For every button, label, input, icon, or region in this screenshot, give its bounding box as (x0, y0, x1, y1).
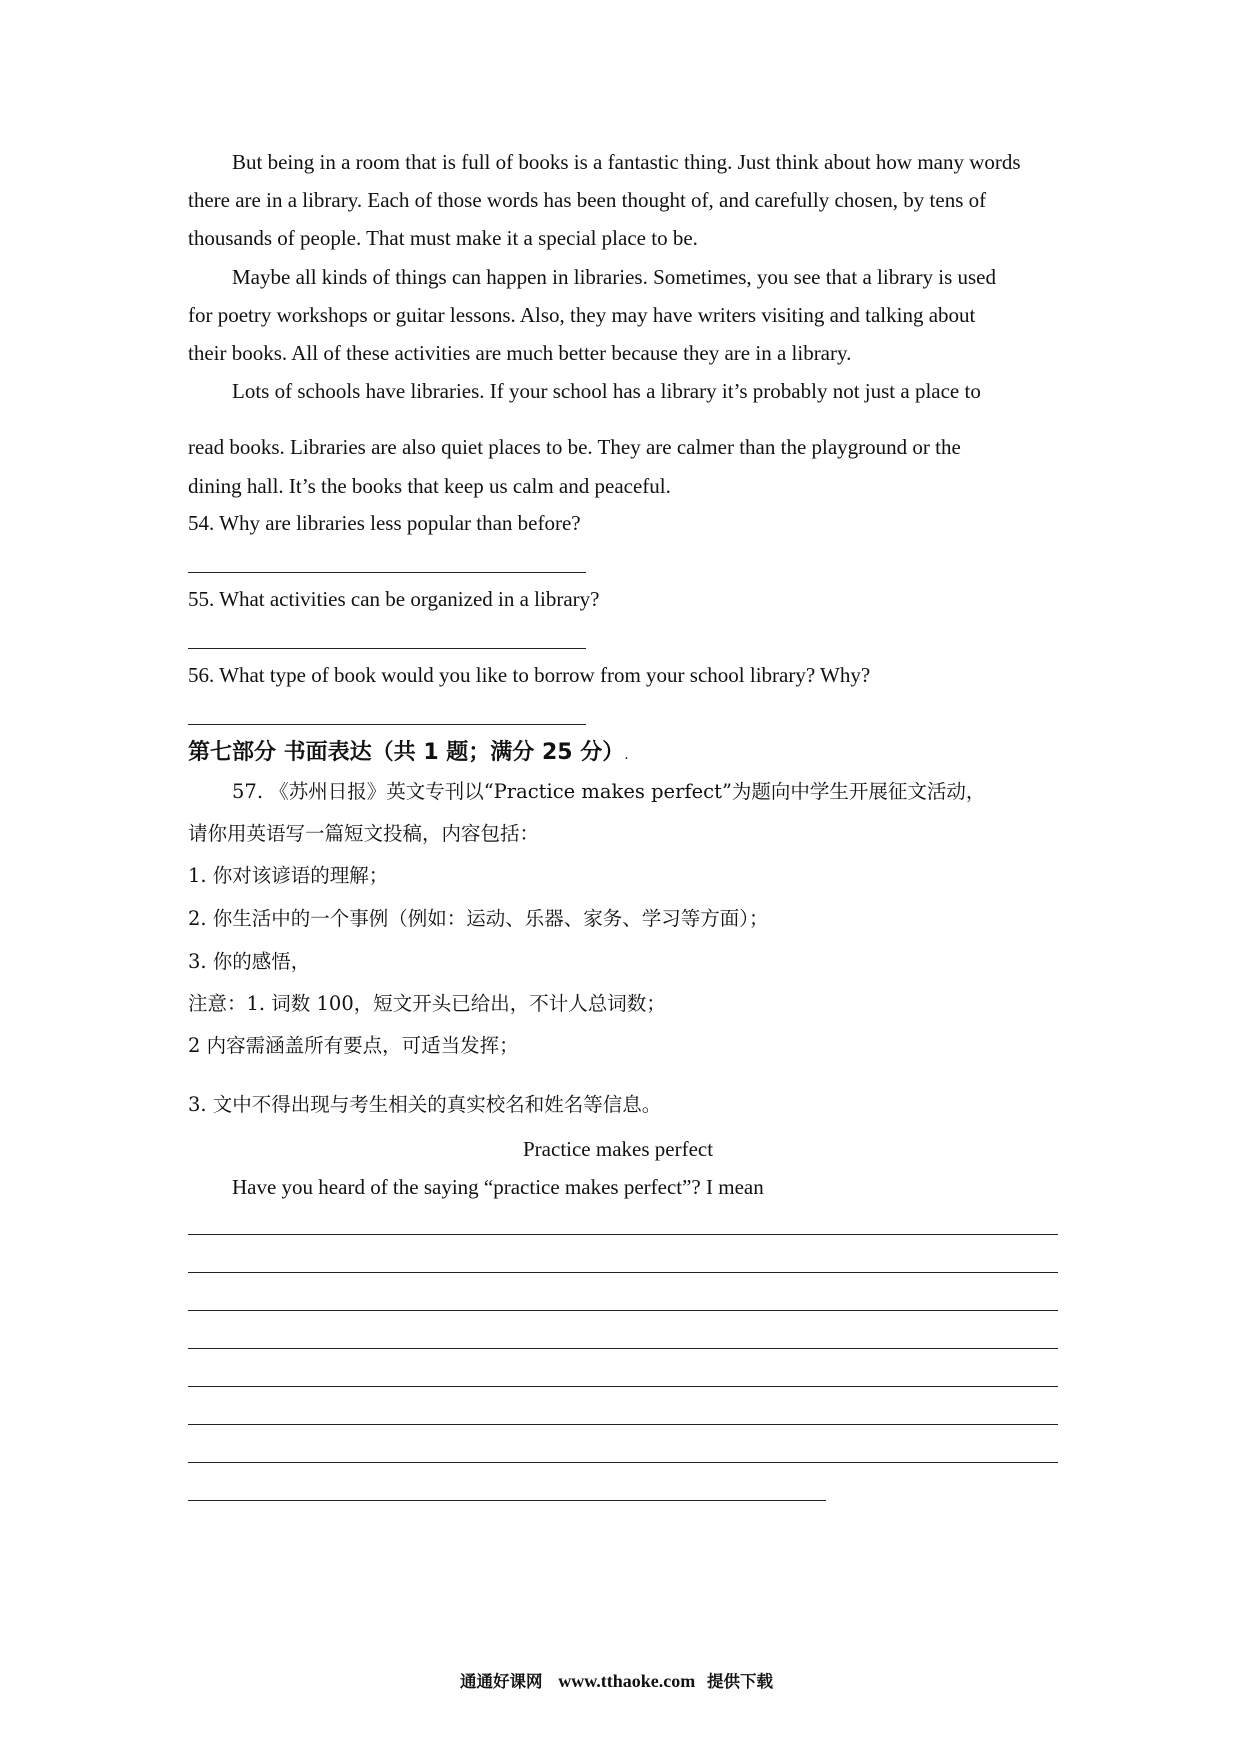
writing-prompt-line: 57. 《苏州日报》英文专刊以“Practice makes perfect”为题向中学生开展征文活动， (232, 780, 986, 803)
page-footer (460, 1670, 773, 1693)
writing-line[interactable] (188, 1500, 826, 1501)
answer-line-56[interactable] (188, 724, 586, 725)
question-56: 56. What type of book would you like to borrow from your school library? Why? (188, 663, 871, 687)
writing-requirement-3: 3. 你的感悟， (188, 950, 311, 973)
passage-line: thousands of people. That must make it a special place to be. (188, 226, 698, 250)
question-55: 55. What activities can be organized in a library? (188, 587, 600, 611)
essay-title: Practice makes perfect (523, 1137, 714, 1161)
passage-line: But being in a room that is full of books is a fantastic thing. Just think about how many words (232, 150, 1021, 174)
section-heading (188, 738, 629, 770)
essay-opening: Have you heard of the saying “practice makes perfect”? I mean (232, 1175, 764, 1199)
passage-line: read books. Libraries are also quiet places to be. They are calmer than the playground or the (188, 435, 961, 459)
passage-line: Maybe all kinds of things can happen in libraries. Sometimes, you see that a library is used (232, 265, 996, 289)
writing-prompt-line: 请你用英语写一篇短文投稿，内容包括： (188, 822, 540, 845)
footer-site-name: 通通好课网 (460, 1672, 543, 1691)
passage-line: there are in a library. Each of those words has been thought of, and carefully chosen, by tens of (188, 188, 987, 212)
writing-requirement-1: 1. 你对该谚语的理解； (188, 864, 389, 887)
writing-line[interactable] (188, 1386, 1058, 1387)
footer-url[interactable]: www.tthaoke.com (558, 1671, 696, 1691)
answer-line-54[interactable] (188, 572, 586, 573)
writing-line[interactable] (188, 1272, 1058, 1273)
writing-line[interactable] (188, 1310, 1058, 1311)
writing-requirement-2: 2. 你生活中的一个事例（例如：运动、乐器、家务、学习等方面）； (188, 907, 769, 930)
writing-line[interactable] (188, 1462, 1058, 1463)
answer-line-55[interactable] (188, 648, 586, 649)
footer-download-text: 提供下载 (707, 1672, 773, 1691)
question-54: 54. Why are libraries less popular than before? (188, 511, 581, 535)
passage-line: dining hall. It’s the books that keep us calm and peaceful. (188, 474, 671, 498)
passage-line: Lots of schools have libraries. If your school has a library it’s probably not just a place to (232, 379, 981, 403)
section-heading-text: 第七部分 书面表达（共 1 题；满分 25 分） (188, 740, 625, 765)
writing-note-1: 注意：1. 词数 100，短文开头已给出，不计人总词数； (188, 992, 666, 1015)
passage-line: their books. All of these activities are much better because they are in a library. (188, 341, 852, 365)
writing-note-2: 2 内容需涵盖所有要点，可适当发挥； (188, 1034, 519, 1057)
passage-line: for poetry workshops or guitar lessons. Also, they may have writers visiting and talking about (188, 303, 976, 327)
writing-line[interactable] (188, 1424, 1058, 1425)
writing-line[interactable] (188, 1348, 1058, 1349)
writing-note-3: 3. 文中不得出现与考生相关的真实校名和姓名等信息。 (188, 1093, 662, 1116)
section-heading-dot: . (624, 747, 629, 763)
writing-line[interactable] (188, 1234, 1058, 1235)
